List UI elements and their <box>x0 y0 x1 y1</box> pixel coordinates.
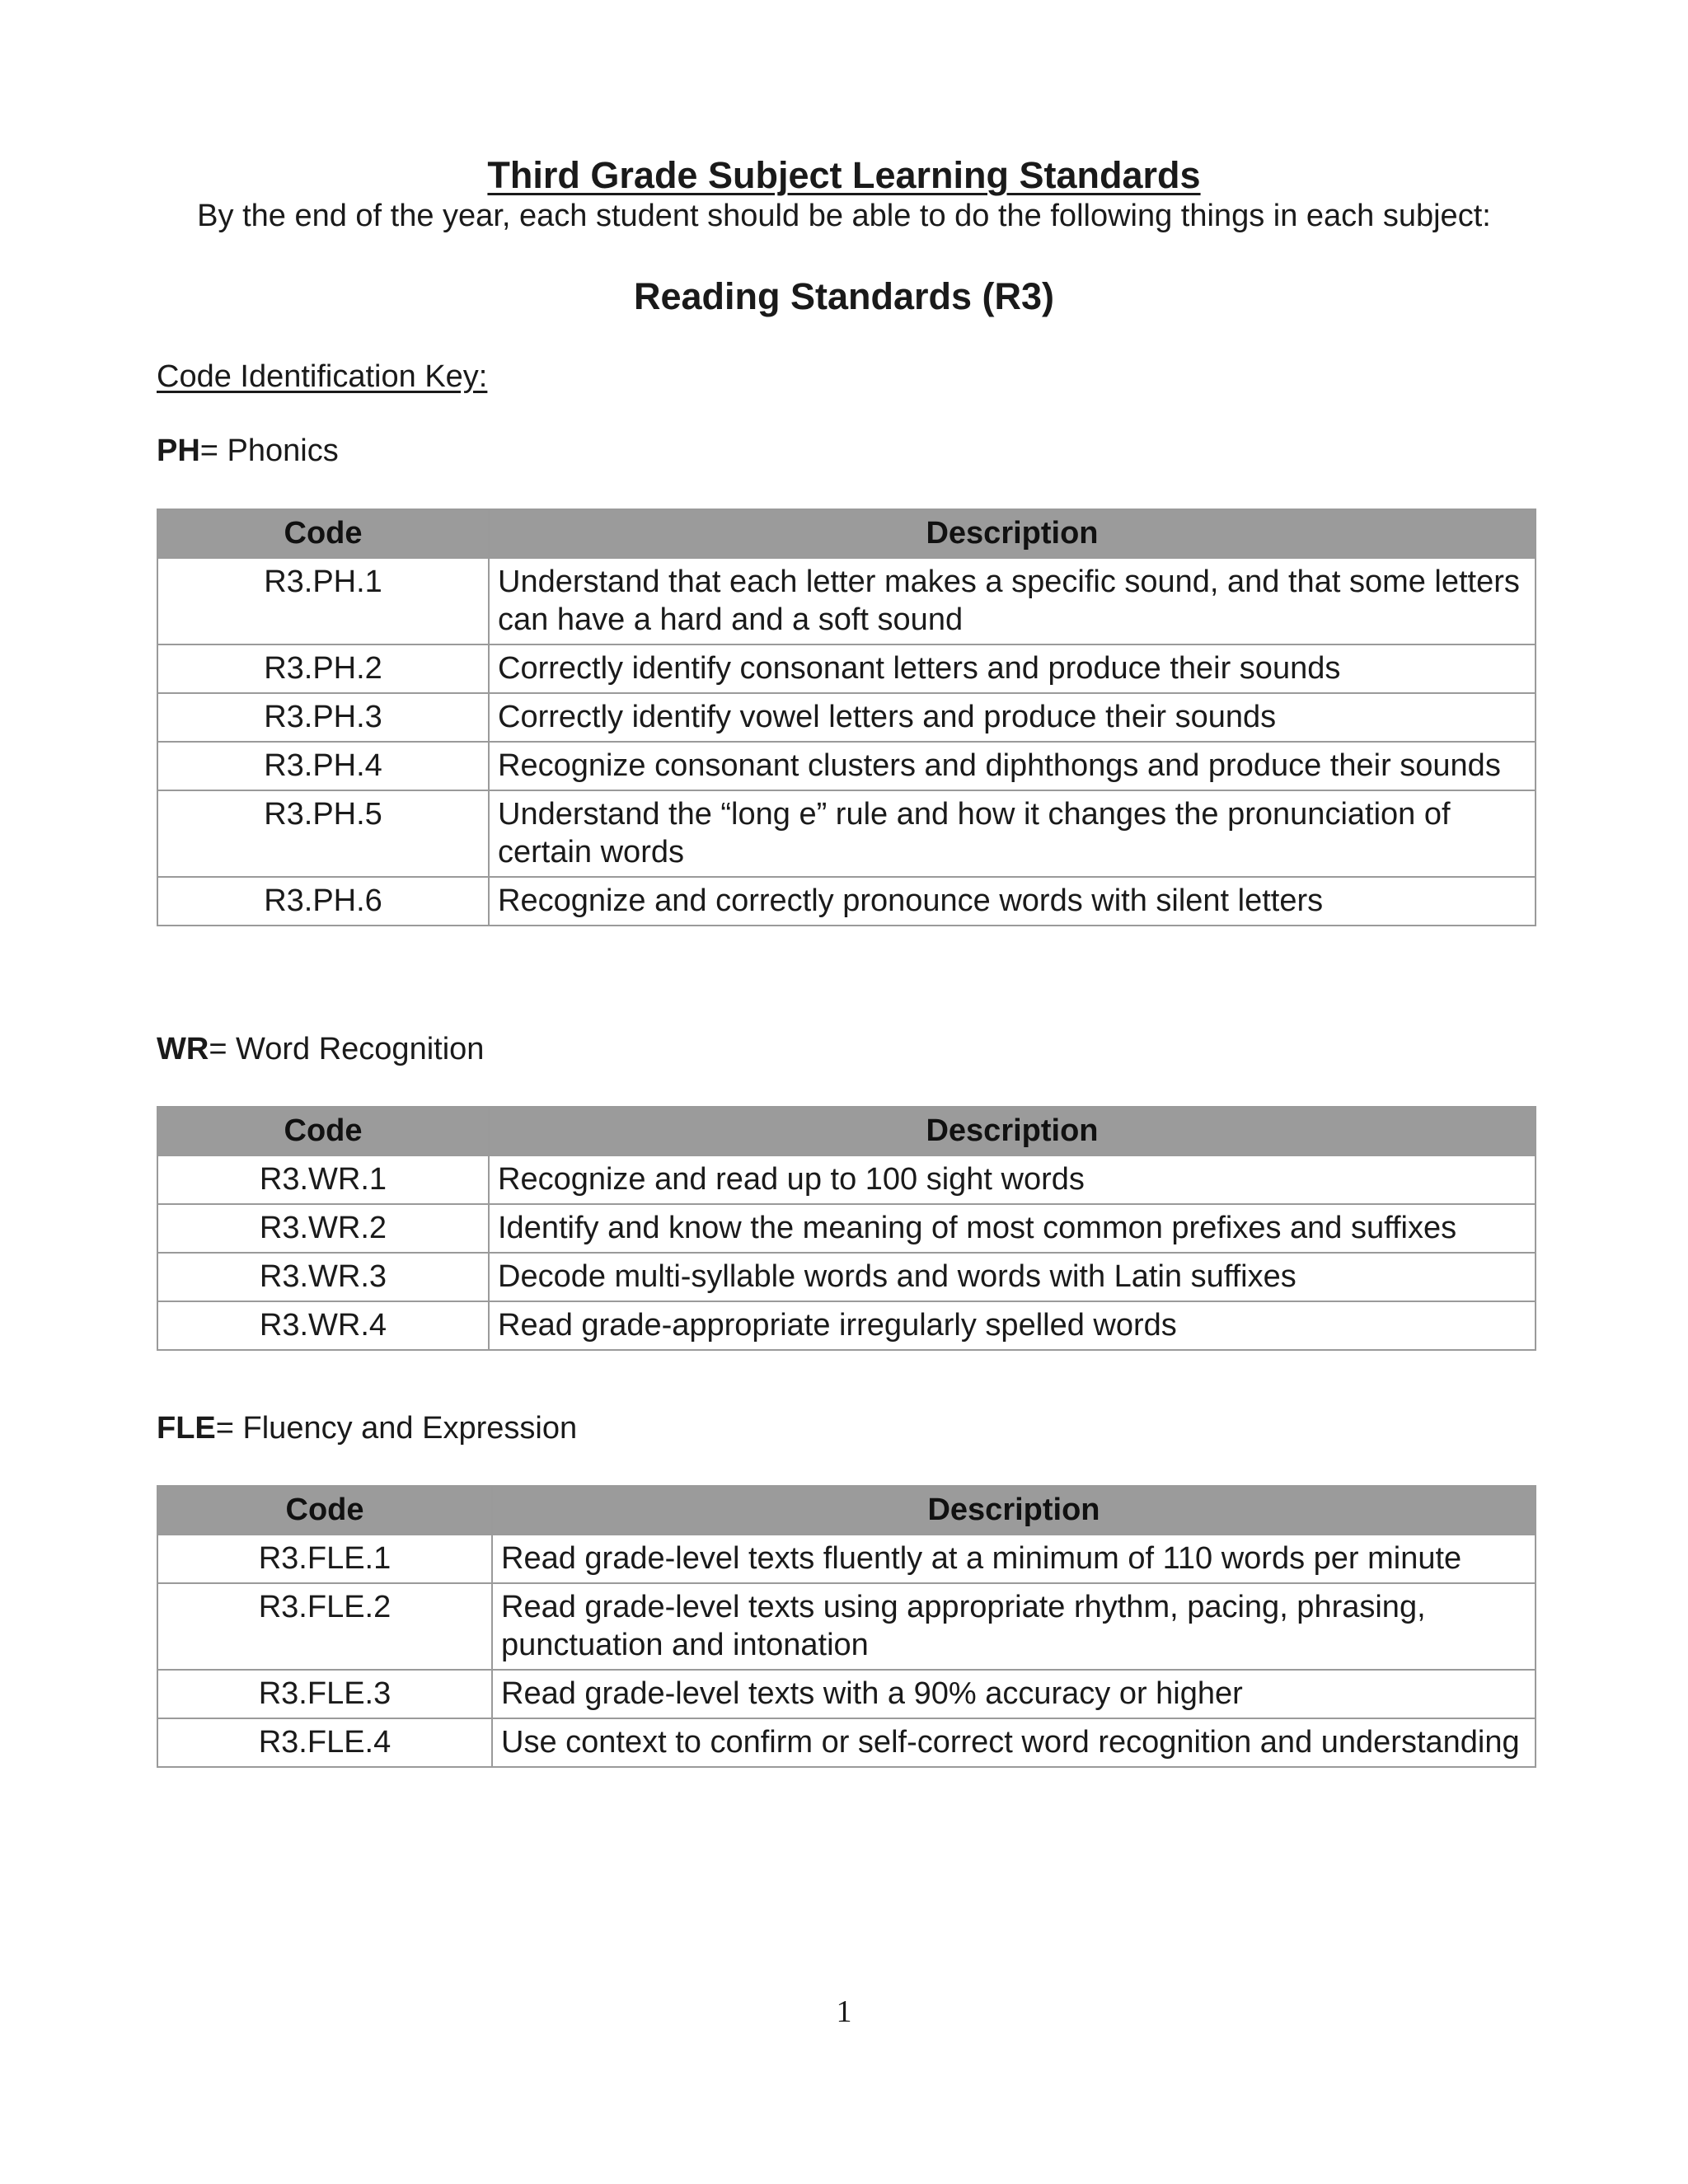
table-header-row <box>157 509 1536 558</box>
table-row <box>157 1670 1536 1718</box>
description-cell: Read grade-level texts with a 90% accuracy or higher <box>492 1670 1536 1718</box>
table-row <box>157 1583 1536 1670</box>
table-row <box>157 1718 1536 1767</box>
description-cell: Use context to confirm or self-correct word recognition and understanding <box>492 1718 1536 1767</box>
table-row <box>157 877 1536 926</box>
column-header-code: Code <box>157 509 489 558</box>
group-abbr: FLE <box>157 1411 216 1446</box>
description-cell: Decode multi-syllable words and words with Latin suffixes <box>489 1253 1536 1301</box>
group-name: = Word Recognition <box>209 1032 485 1066</box>
description-cell: Understand the “long e” rule and how it changes the pronunciation of certain words <box>489 790 1536 877</box>
group-label-phonics <box>157 430 339 471</box>
table-row <box>157 790 1536 877</box>
description-cell: Read grade-appropriate irregularly spelled words <box>489 1301 1536 1350</box>
code-cell: R3.FLE.4 <box>157 1718 492 1767</box>
table-header-row <box>157 1486 1536 1535</box>
code-cell: R3.PH.2 <box>157 644 489 693</box>
column-header-description: Description <box>492 1486 1536 1535</box>
description-cell: Correctly identify vowel letters and produce their sounds <box>489 693 1536 742</box>
description-cell: Identify and know the meaning of most common prefixes and suffixes <box>489 1204 1536 1253</box>
code-cell: R3.PH.4 <box>157 742 489 790</box>
page-number: 1 <box>836 1994 852 2029</box>
group-abbr: PH <box>157 434 200 468</box>
table-row <box>157 742 1536 790</box>
table-row <box>157 1204 1536 1253</box>
page-title: Third Grade Subject Learning Standards <box>487 154 1201 196</box>
page-subtitle: By the end of the year, each student should be able to do the following things in each subject: <box>197 199 1491 233</box>
description-cell: Recognize consonant clusters and diphthongs and produce their sounds <box>489 742 1536 790</box>
description-cell: Read grade-level texts fluently at a minimum of 110 words per minute <box>492 1535 1536 1583</box>
code-cell: R3.PH.5 <box>157 790 489 877</box>
table-row <box>157 1253 1536 1301</box>
code-cell: R3.WR.3 <box>157 1253 489 1301</box>
fluency-table <box>157 1485 1536 1768</box>
description-cell: Recognize and read up to 100 sight words <box>489 1155 1536 1204</box>
table-header-row <box>157 1107 1536 1155</box>
table-row <box>157 1301 1536 1350</box>
table-row <box>157 1155 1536 1204</box>
code-cell: R3.PH.6 <box>157 877 489 926</box>
description-cell: Understand that each letter makes a specific sound, and that some letters can have a hard and a soft sound <box>489 558 1536 644</box>
section-heading: Reading Standards (R3) <box>633 275 1055 317</box>
group-name: = Phonics <box>199 434 339 468</box>
code-key-label: Code Identification Key: <box>157 359 488 394</box>
code-cell: R3.FLE.2 <box>157 1583 492 1670</box>
code-cell: R3.FLE.3 <box>157 1670 492 1718</box>
code-cell: R3.WR.2 <box>157 1204 489 1253</box>
code-cell: R3.PH.1 <box>157 558 489 644</box>
table-row <box>157 558 1536 644</box>
description-cell: Correctly identify consonant letters and produce their sounds <box>489 644 1536 693</box>
description-cell: Recognize and correctly pronounce words with silent letters <box>489 877 1536 926</box>
column-header-code: Code <box>157 1486 492 1535</box>
code-cell: R3.WR.1 <box>157 1155 489 1204</box>
phonics-table <box>157 509 1536 926</box>
code-cell: R3.PH.3 <box>157 693 489 742</box>
description-cell: Read grade-level texts using appropriate rhythm, pacing, phrasing, punctuation and intonation <box>492 1583 1536 1670</box>
table-row <box>157 1535 1536 1583</box>
group-label-fluency <box>157 1408 577 1449</box>
group-label-word-recognition <box>157 1029 484 1070</box>
group-name: = Fluency and Expression <box>215 1411 578 1446</box>
group-abbr: WR <box>157 1032 209 1066</box>
table-row <box>157 693 1536 742</box>
table-row <box>157 644 1536 693</box>
column-header-code: Code <box>157 1107 489 1155</box>
code-cell: R3.FLE.1 <box>157 1535 492 1583</box>
column-header-description: Description <box>489 509 1536 558</box>
column-header-description: Description <box>489 1107 1536 1155</box>
word-recognition-table <box>157 1106 1536 1351</box>
code-cell: R3.WR.4 <box>157 1301 489 1350</box>
